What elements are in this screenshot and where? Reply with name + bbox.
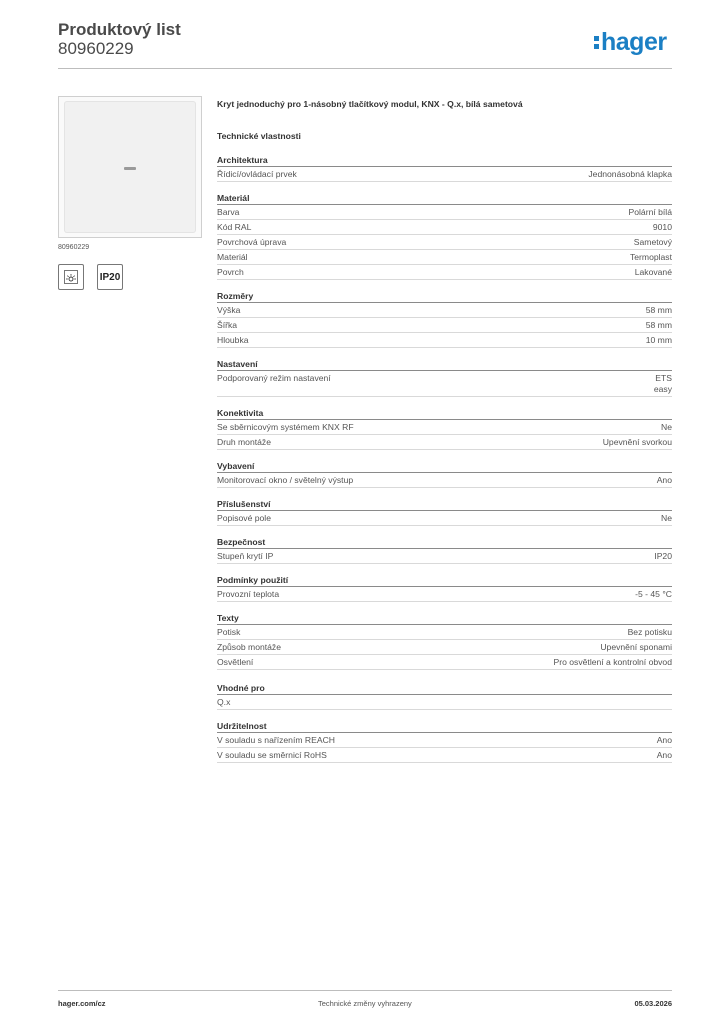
- spec-row: [217, 511, 672, 526]
- spec-section: [217, 498, 672, 526]
- spec-value: [661, 513, 672, 524]
- section-title: Materiál: [217, 192, 672, 205]
- hager-logo: [594, 27, 667, 57]
- spec-key: Monitorovací okno / světelný výstup: [217, 475, 354, 485]
- spec-value: [635, 267, 672, 278]
- spec-value: [646, 335, 672, 346]
- ip-rating-icon: IP20: [97, 264, 123, 290]
- spec-value: [646, 305, 672, 316]
- spec-section: [217, 574, 672, 602]
- spec-value: [629, 207, 672, 218]
- spec-key: Barva: [217, 207, 240, 217]
- spec-row: [217, 655, 672, 670]
- spec-value-line: 58 mm: [645, 305, 672, 315]
- section-title: Architektura: [217, 154, 672, 167]
- spec-value: [661, 422, 672, 433]
- footer-divider: [58, 990, 672, 991]
- spec-row: [217, 333, 672, 348]
- spec-row: [217, 303, 672, 318]
- spec-key: Popisové pole: [217, 513, 271, 523]
- spec-value: [646, 320, 672, 331]
- spec-key: Řídicí/ovládací prvek: [217, 169, 297, 179]
- spec-row: [217, 587, 672, 602]
- spec-key: Se sběrnicovým systémem KNX RF: [217, 422, 354, 432]
- spec-key: V souladu se směrnicí RoHS: [217, 750, 327, 760]
- spec-content: [217, 98, 672, 773]
- spec-row: [217, 250, 672, 265]
- spec-value: [588, 169, 672, 180]
- spec-value-line: Upevnění svorkou: [602, 437, 672, 447]
- section-title: Konektivita: [217, 407, 672, 420]
- spec-row: [217, 640, 672, 655]
- spec-section: [217, 720, 672, 763]
- spec-value-line: 9010: [652, 222, 672, 232]
- spec-row: [217, 549, 672, 564]
- section-title: Udržitelnost: [217, 720, 672, 733]
- spec-row: [217, 235, 672, 250]
- spec-section: [217, 407, 672, 450]
- spec-key: Hloubka: [217, 335, 249, 345]
- spec-value-line: -5 - 45 °C: [635, 589, 672, 599]
- spec-row: [217, 220, 672, 235]
- page-title: Produktový list: [58, 20, 181, 39]
- logo-text: hager: [601, 28, 667, 56]
- spec-row: [217, 371, 672, 397]
- spec-value-line: Polární bílá: [628, 207, 672, 217]
- spec-section: [217, 154, 672, 182]
- spec-value-line: Ano: [656, 735, 672, 745]
- section-title: Příslušenství: [217, 498, 672, 511]
- spec-row: [217, 733, 672, 748]
- footer-date: 05.03.2026: [634, 999, 672, 1008]
- spec-key: Materiál: [217, 252, 248, 262]
- product-image: [58, 96, 202, 238]
- spec-key: Způsob montáže: [217, 642, 282, 652]
- spec-sections: [217, 154, 672, 763]
- spec-key: Provozní teplota: [217, 589, 280, 599]
- section-title: Nastavení: [217, 358, 672, 371]
- section-title: Vybavení: [217, 460, 672, 473]
- spec-value: [654, 373, 672, 395]
- section-title: Podmínky použití: [217, 574, 672, 587]
- spec-key: Potisk: [217, 627, 241, 637]
- spec-value: [630, 252, 672, 263]
- spec-value-line: ETS: [655, 373, 672, 383]
- spec-section: [217, 460, 672, 488]
- spec-row: [217, 695, 672, 710]
- spec-row: [217, 420, 672, 435]
- spec-value-line: Sametový: [633, 237, 672, 247]
- header-divider: [58, 68, 672, 69]
- spec-value: [657, 475, 672, 486]
- spec-section: [217, 290, 672, 348]
- spec-value-line: Ne: [661, 513, 672, 523]
- spec-value-line: Upevnění sponami: [600, 642, 672, 652]
- footer-website: hager.com/cz: [58, 999, 106, 1008]
- section-title: Vhodné pro: [217, 682, 672, 695]
- product-code: 80960229: [58, 39, 134, 58]
- spec-key: Kód RAL: [217, 222, 252, 232]
- spec-key: Osvětlení: [217, 657, 254, 667]
- spec-value: [600, 642, 672, 653]
- spec-value-line: Ano: [656, 750, 672, 760]
- spec-value: [657, 750, 672, 761]
- spec-row: [217, 748, 672, 763]
- spec-row: [217, 318, 672, 333]
- spec-row: [217, 265, 672, 280]
- spec-row: [217, 625, 672, 640]
- spec-key: V souladu s nařízením REACH: [217, 735, 335, 745]
- spec-value: [657, 735, 672, 746]
- spec-value-line: IP20: [654, 551, 672, 561]
- spec-key: Výška: [217, 305, 241, 315]
- spec-key: Šířka: [217, 320, 238, 330]
- spec-value: [653, 222, 672, 233]
- spec-section: [217, 536, 672, 564]
- spec-value-line: Jednonásobná klapka: [588, 169, 672, 179]
- spec-section: [217, 358, 672, 397]
- tech-heading: Technické vlastnosti: [217, 131, 301, 141]
- spec-value-line: 58 mm: [645, 320, 672, 330]
- spec-section: [217, 682, 672, 710]
- spec-value-line: 10 mm: [645, 335, 672, 345]
- spec-section: [217, 612, 672, 670]
- spec-value-line: Bez potisku: [627, 627, 672, 637]
- spec-value-line: Ano: [656, 475, 672, 485]
- logo-dots: [594, 36, 599, 49]
- spec-section: [217, 192, 672, 280]
- light-indicator-icon: [58, 264, 84, 290]
- spec-row: [217, 167, 672, 182]
- spec-value: [634, 237, 672, 248]
- spec-value: [554, 657, 672, 668]
- switch-cover-plate: [64, 101, 196, 233]
- spec-key: Q.x: [217, 697, 231, 707]
- spec-key: Druh montáže: [217, 437, 271, 447]
- spec-key: Povrch: [217, 267, 244, 277]
- spec-key: Stupeň krytí IP: [217, 551, 274, 561]
- spec-row: [217, 205, 672, 220]
- section-title: Rozměry: [217, 290, 672, 303]
- spec-row: [217, 435, 672, 450]
- spec-key: Podporovaný režim nastavení: [217, 373, 331, 383]
- product-title: Kryt jednoduchý pro 1-násobný tlačítkový modul, KNX - Q.x, bílá sametová: [217, 99, 523, 109]
- spec-value: [628, 627, 672, 638]
- spec-value-line: Pro osvětlení a kontrolní obvod: [553, 657, 672, 667]
- spec-value: [654, 551, 672, 562]
- footer-note: Technické změny vyhrazeny: [318, 999, 412, 1008]
- spec-value: [635, 589, 672, 600]
- spec-value: [603, 437, 672, 448]
- section-title: Bezpečnost: [217, 536, 672, 549]
- indicator-window: [124, 167, 136, 170]
- spec-key: Povrchová úprava: [217, 237, 287, 247]
- section-title: Texty: [217, 612, 672, 625]
- spec-value-line: easy: [653, 384, 672, 394]
- product-image-code: 80960229: [58, 244, 90, 251]
- spec-value-line: Lakované: [634, 267, 672, 277]
- spec-value-line: Termoplast: [629, 252, 672, 262]
- spec-value-line: Ne: [661, 422, 672, 432]
- spec-row: [217, 473, 672, 488]
